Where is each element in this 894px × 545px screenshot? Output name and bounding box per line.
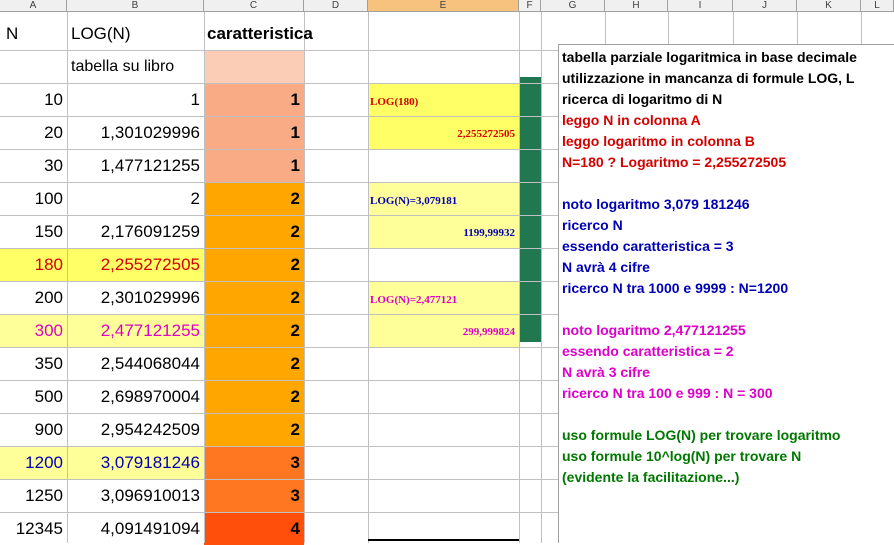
note-line: noto logaritmo 2,477121255	[562, 322, 746, 338]
cell-log[interactable]: 3,096910013	[100, 486, 200, 505]
cell-caratteristica[interactable]: 1	[290, 90, 300, 109]
cell-log[interactable]: 1,477121255	[100, 156, 200, 175]
cell-n[interactable]: 20	[44, 123, 63, 142]
cell-n[interactable]: 200	[34, 288, 63, 307]
column-header-e[interactable]: E	[368, 0, 519, 12]
header-subtitle[interactable]: tabella su libro	[71, 58, 175, 75]
note-line: leggo logaritmo in colonna B	[562, 133, 755, 149]
selection-edge	[368, 539, 519, 543]
cell-log[interactable]: 2,544068044	[100, 354, 200, 373]
cell-log[interactable]: 2,301029996	[100, 288, 200, 307]
column-header-h[interactable]: H	[605, 0, 668, 12]
cell-n[interactable]: 30	[44, 156, 63, 175]
cell-n[interactable]: 500	[34, 387, 63, 406]
cell-caratteristica[interactable]: 4	[290, 519, 300, 538]
column-header-f[interactable]: F	[519, 0, 541, 12]
note-line: N avrà 4 cifre	[562, 259, 650, 275]
calc-label[interactable]: LOG(N)=2,477121	[370, 294, 458, 306]
note-line: essendo caratteristica = 2	[562, 343, 734, 359]
cell-caratteristica[interactable]: 2	[290, 222, 300, 241]
note-line: leggo N in colonna A	[562, 112, 701, 128]
cell-fill	[204, 50, 304, 83]
calc-value[interactable]: 1199,99932	[463, 227, 515, 239]
calc-value[interactable]: 2,255272505	[457, 128, 515, 140]
note-line: ricerco N tra 1000 e 9999 : N=1200	[562, 280, 789, 296]
cell-n[interactable]: 150	[34, 222, 63, 241]
column-header-k[interactable]: K	[797, 0, 861, 12]
column-header-a[interactable]: A	[0, 0, 67, 12]
grid-vline	[304, 12, 305, 543]
cell-log[interactable]: 2,954242509	[100, 420, 200, 439]
grid-vline	[519, 12, 520, 543]
cell-caratteristica[interactable]: 3	[290, 453, 300, 472]
cell-n[interactable]: 12345	[15, 519, 63, 538]
column-header-j[interactable]: J	[733, 0, 797, 12]
cell-log[interactable]: 2,255272505	[100, 255, 200, 274]
cell-n[interactable]: 1250	[25, 486, 63, 505]
column-header-l[interactable]: L	[861, 0, 894, 12]
cell-n[interactable]: 1200	[25, 453, 63, 472]
note-line: utilizzazione in mancanza di formule LOG, L	[562, 70, 855, 86]
cell-caratteristica[interactable]: 2	[290, 354, 300, 373]
calc-value[interactable]: 299,999824	[462, 326, 515, 338]
header-caratteristica[interactable]: caratteristica	[207, 24, 313, 43]
note-line: N avrà 3 cifre	[562, 364, 650, 380]
cell-caratteristica[interactable]: 3	[290, 486, 300, 505]
note-line: noto logaritmo 3,079 181246	[562, 196, 750, 212]
column-header-b[interactable]: B	[67, 0, 204, 12]
cell-n[interactable]: 900	[34, 420, 63, 439]
note-line: ricerco N tra 100 e 999 : N = 300	[562, 385, 773, 401]
note-line: N=180 ? Logaritmo = 2,255272505	[562, 154, 787, 170]
column-header-i[interactable]: I	[668, 0, 733, 12]
cell-caratteristica[interactable]: 2	[290, 189, 300, 208]
note-line: tabella parziale logaritmica in base decimale	[562, 49, 857, 65]
header-n[interactable]: N	[6, 24, 19, 43]
column-header-d[interactable]: D	[304, 0, 368, 12]
cell-log[interactable]: 1	[190, 90, 200, 109]
note-line: ricerco N	[562, 217, 623, 233]
cell-n[interactable]: 10	[44, 90, 63, 109]
cell-log[interactable]: 2	[190, 189, 200, 208]
cell-caratteristica[interactable]: 2	[290, 255, 300, 274]
cell-n[interactable]: 100	[34, 189, 63, 208]
cell-n[interactable]: 300	[34, 321, 63, 340]
cell-log[interactable]: 2,698970004	[100, 387, 200, 406]
cell-log[interactable]: 1,301029996	[100, 123, 200, 142]
cell-n[interactable]: 180	[34, 255, 63, 274]
cell-caratteristica[interactable]: 2	[290, 288, 300, 307]
calc-label[interactable]: LOG(N)=3,079181	[370, 195, 458, 207]
cell-log[interactable]: 2,176091259	[100, 222, 200, 241]
grid-vline	[368, 12, 369, 543]
note-line: uso formule 10^log(N) per trovare N	[562, 448, 802, 464]
note-line: uso formule LOG(N) per trovare logaritmo	[562, 427, 841, 443]
column-header-c[interactable]: C	[204, 0, 304, 12]
cell-caratteristica[interactable]: 2	[290, 387, 300, 406]
column-header-g[interactable]: G	[541, 0, 605, 12]
grid-vline	[541, 12, 542, 543]
note-line: essendo caratteristica = 3	[562, 238, 734, 254]
cell-caratteristica[interactable]: 1	[290, 123, 300, 142]
note-line: (evidente la facilitazione...)	[562, 469, 740, 485]
calc-label[interactable]: LOG(180)	[370, 96, 419, 108]
cell-n[interactable]: 350	[34, 354, 63, 373]
cell-log[interactable]: 4,091491094	[100, 519, 200, 538]
cell-caratteristica[interactable]: 2	[290, 321, 300, 340]
cell-caratteristica[interactable]: 1	[290, 156, 300, 175]
cell-log[interactable]: 2,477121255	[100, 321, 200, 340]
cell-log[interactable]: 3,079181246	[100, 453, 200, 472]
header-log[interactable]: LOG(N)	[71, 24, 131, 43]
cell-caratteristica[interactable]: 2	[290, 420, 300, 439]
note-line: ricerca di logaritmo di N	[562, 91, 723, 107]
